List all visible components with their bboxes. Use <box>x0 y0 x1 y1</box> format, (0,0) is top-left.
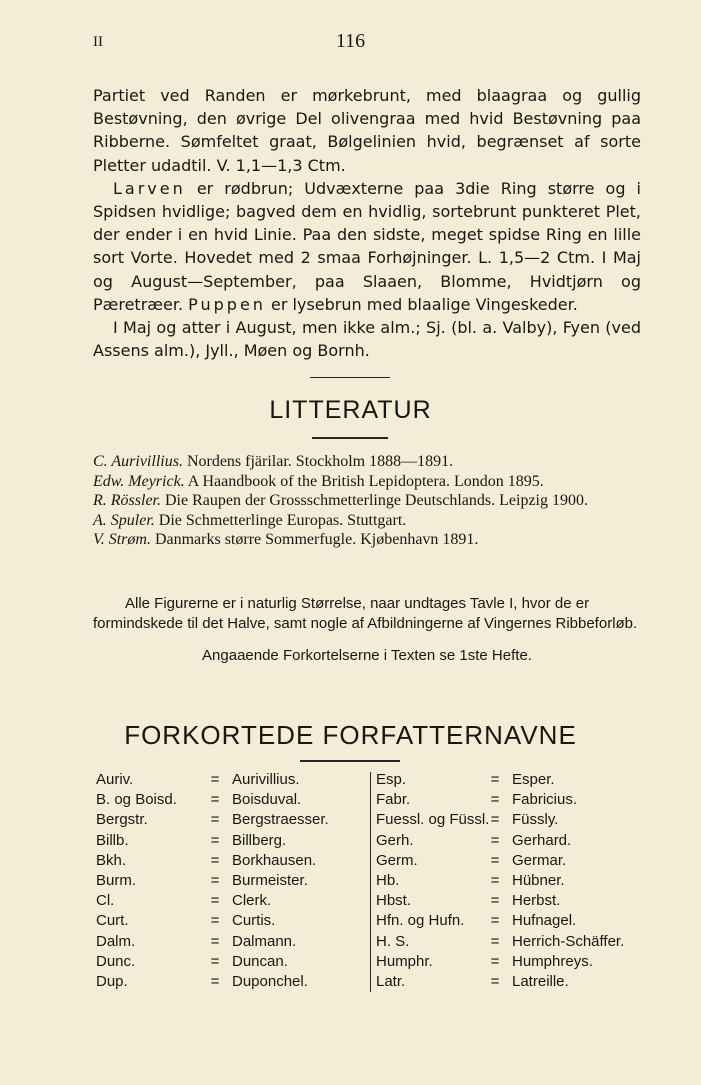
reference-author: C. Aurivillius. <box>93 453 183 470</box>
reference-author: Edw. Meyrick. <box>93 472 185 490</box>
abbreviation-row <box>96 871 366 891</box>
species-description <box>93 84 641 362</box>
abbreviation: Esp. <box>376 771 407 788</box>
literature-reference <box>93 491 641 511</box>
equals-sign: = <box>210 912 220 930</box>
abbreviation-row <box>96 932 366 952</box>
author-name: Billberg. <box>232 831 287 849</box>
abbreviation-row <box>96 831 366 851</box>
author-name: Burmeister. <box>232 872 308 890</box>
abbreviation-row <box>376 851 666 871</box>
abbreviation: Curt. <box>96 912 129 930</box>
abbreviation-row <box>376 952 666 972</box>
abbreviation: Dunc. <box>96 952 136 970</box>
equals-sign: = <box>210 892 220 910</box>
literature-reference <box>93 452 641 472</box>
author-name: Duponchel. <box>232 973 308 991</box>
abbreviation-row <box>376 790 666 810</box>
abbreviation: Hb. <box>376 872 400 890</box>
litteratur-title: LITTERATUR <box>269 396 432 424</box>
reference-author: A. Spuler. <box>93 511 155 529</box>
abbreviation: Dalm. <box>96 932 136 950</box>
forkortede-title: FORKORTEDE FORFATTERNAVNE <box>124 720 577 750</box>
abbreviation: B. og Boisd. <box>96 791 177 809</box>
equals-sign: = <box>210 831 220 849</box>
reference-title: Nordens fjärilar. Stockholm 1888—1891. <box>182 453 454 470</box>
abbreviation-row <box>376 972 666 992</box>
literature-reference <box>93 530 641 550</box>
author-name: Curtis. <box>232 912 276 930</box>
abbreviation-row <box>376 831 666 851</box>
abbreviation: Billb. <box>96 831 129 849</box>
abbreviation-row <box>376 911 666 931</box>
title-underline <box>312 437 388 439</box>
abbreviation-row <box>376 770 666 790</box>
abbreviation: Burm. <box>96 872 137 890</box>
abbreviation-row <box>376 810 666 830</box>
equals-sign: = <box>210 973 220 991</box>
equals-sign: = <box>490 973 500 991</box>
abbreviation-row <box>96 851 366 871</box>
abbreviation: Fuessl. og Füssl. <box>376 811 490 829</box>
equals-sign: = <box>490 771 500 788</box>
equals-sign: = <box>490 932 500 950</box>
reference-title: Die Schmetterlinge Europas. Stuttgart. <box>154 511 407 529</box>
abbreviation-row <box>96 911 366 931</box>
note-figures: Alle Figurerne er i naturlig Størrelse, naar undtages Tavle I, hvor de er formindskede til det Halve, samt nogle af Afbildningerne af Vingernes Ribbeforløb. <box>93 595 638 632</box>
equals-sign: = <box>210 811 220 829</box>
equals-sign: = <box>210 872 220 890</box>
author-name: Esper. <box>512 771 555 788</box>
abbreviation: Latr. <box>376 973 406 991</box>
abbreviation-row <box>376 932 666 952</box>
author-name: Latreille. <box>512 973 569 991</box>
column-divider <box>370 772 371 992</box>
author-name: Boisduval. <box>232 791 302 809</box>
equals-sign: = <box>210 791 220 809</box>
equals-sign: = <box>210 932 220 950</box>
abbreviation: Cl. <box>96 892 115 910</box>
author-name: Hufnagel. <box>512 912 577 930</box>
abbreviation: Hbst. <box>376 892 412 910</box>
author-name: Füssly. <box>512 811 559 829</box>
equals-sign: = <box>210 771 220 788</box>
author-name: Bergstraesser. <box>232 811 329 829</box>
abbreviation: Bkh. <box>96 851 127 869</box>
divider-rule <box>310 377 390 378</box>
equals-sign: = <box>490 851 500 869</box>
equals-sign: = <box>490 811 500 829</box>
literature-reference <box>93 472 641 492</box>
equals-sign: = <box>490 872 500 890</box>
author-name: Herbst. <box>512 892 561 910</box>
equals-sign: = <box>210 851 220 869</box>
notes <box>93 594 641 666</box>
author-name: Clerk. <box>232 892 272 910</box>
abbreviation-row <box>96 790 366 810</box>
equals-sign: = <box>490 952 500 970</box>
section-number: II <box>93 34 103 50</box>
author-name: Borkhausen. <box>232 851 317 869</box>
abbreviation-row <box>376 871 666 891</box>
equals-sign: = <box>490 892 500 910</box>
title-underline-2 <box>300 760 400 762</box>
author-name: Humphreys. <box>512 952 593 970</box>
note-abbreviations: Angaaende Forkortelserne i Texten se 1ste Hefte. <box>202 647 532 664</box>
abbreviation-row <box>96 810 366 830</box>
abbreviation-column-right <box>376 770 666 992</box>
author-name: Aurivillius. <box>232 771 300 788</box>
abbreviation: Gerh. <box>376 831 414 849</box>
abbreviation-row <box>96 891 366 911</box>
abbreviation: H. S. <box>376 932 410 950</box>
reference-author: V. Strøm. <box>93 531 151 548</box>
equals-sign: = <box>490 791 500 809</box>
description-paragraph-3: I Maj og atter i August, men ikke alm.; Sj. (bl. a. Valby), Fyen (ved Assens alm.), Jyll., Møen og Bornh. <box>93 318 641 361</box>
pupa-heading: Puppen <box>188 294 266 314</box>
reference-title: Danmarks større Sommerfugle. Kjøbenhavn 1891. <box>150 531 479 548</box>
equals-sign: = <box>490 831 500 849</box>
author-name: Germar. <box>512 851 567 869</box>
abbreviation-row <box>96 952 366 972</box>
equals-sign: = <box>490 912 500 930</box>
larva-heading: Larven <box>113 178 186 198</box>
abbreviation: Germ. <box>376 851 418 869</box>
literature-list <box>93 452 641 550</box>
author-name: Fabricius. <box>512 791 578 809</box>
abbreviation-row <box>96 770 366 790</box>
description-paragraph-2: Larven er rødbrun; Udvæxterne paa 3die Ring større og i Spidsen hvidlige; bagved dem en hvidlig, sortebrunt punkteret Plet, der ender i en hvid Linie. Paa den sidste, meget spidse Ring en lille sort Vorte. Hovedet med 2 smaa Forhøjninger. L. 1,5—2 Ctm. I Maj og August—September, paa Slaaen, Blomme, Hvidtjørn og Pæretræer. Puppen er lysebrun med blaalige Vingeskeder. <box>93 178 641 314</box>
description-paragraph-1: Partiet ved Randen er mørkebrunt, med blaagraa og gullig Bestøvning, den øvrige Del olivengraa med hvid Bestøvning paa Ribberne. Sømfeltet graat, Bølgelinien hvid, begrænset af sorte Pletter udadtil. V. 1,1—1,3 Ctm. <box>93 86 641 175</box>
abbreviation: Bergstr. <box>96 811 148 829</box>
reference-title: A Haandbook of the British Lepidoptera. London 1895. <box>184 472 544 490</box>
abbreviation: Auriv. <box>96 771 134 788</box>
abbreviation: Humphr. <box>376 952 433 970</box>
abbreviation: Fabr. <box>376 791 411 809</box>
abbreviation: Hfn. og Hufn. <box>376 912 465 930</box>
author-name: Herrich-Schäffer. <box>512 932 625 950</box>
author-name: Hübner. <box>512 872 565 890</box>
abbreviation-row <box>376 891 666 911</box>
reference-title: Die Raupen der Grossschmetterlinge Deutschlands. Leipzig 1900. <box>161 492 588 509</box>
equals-sign: = <box>210 952 220 970</box>
abbreviation-row <box>96 972 366 992</box>
abbreviation: Dup. <box>96 973 128 991</box>
literature-reference <box>93 511 641 531</box>
abbreviation-column-left <box>96 770 366 992</box>
author-name: Gerhard. <box>512 831 572 849</box>
reference-author: R. Rössler. <box>93 492 161 509</box>
author-name: Duncan. <box>232 952 288 970</box>
author-name: Dalmann. <box>232 932 297 950</box>
page-number: 116 <box>335 30 366 52</box>
